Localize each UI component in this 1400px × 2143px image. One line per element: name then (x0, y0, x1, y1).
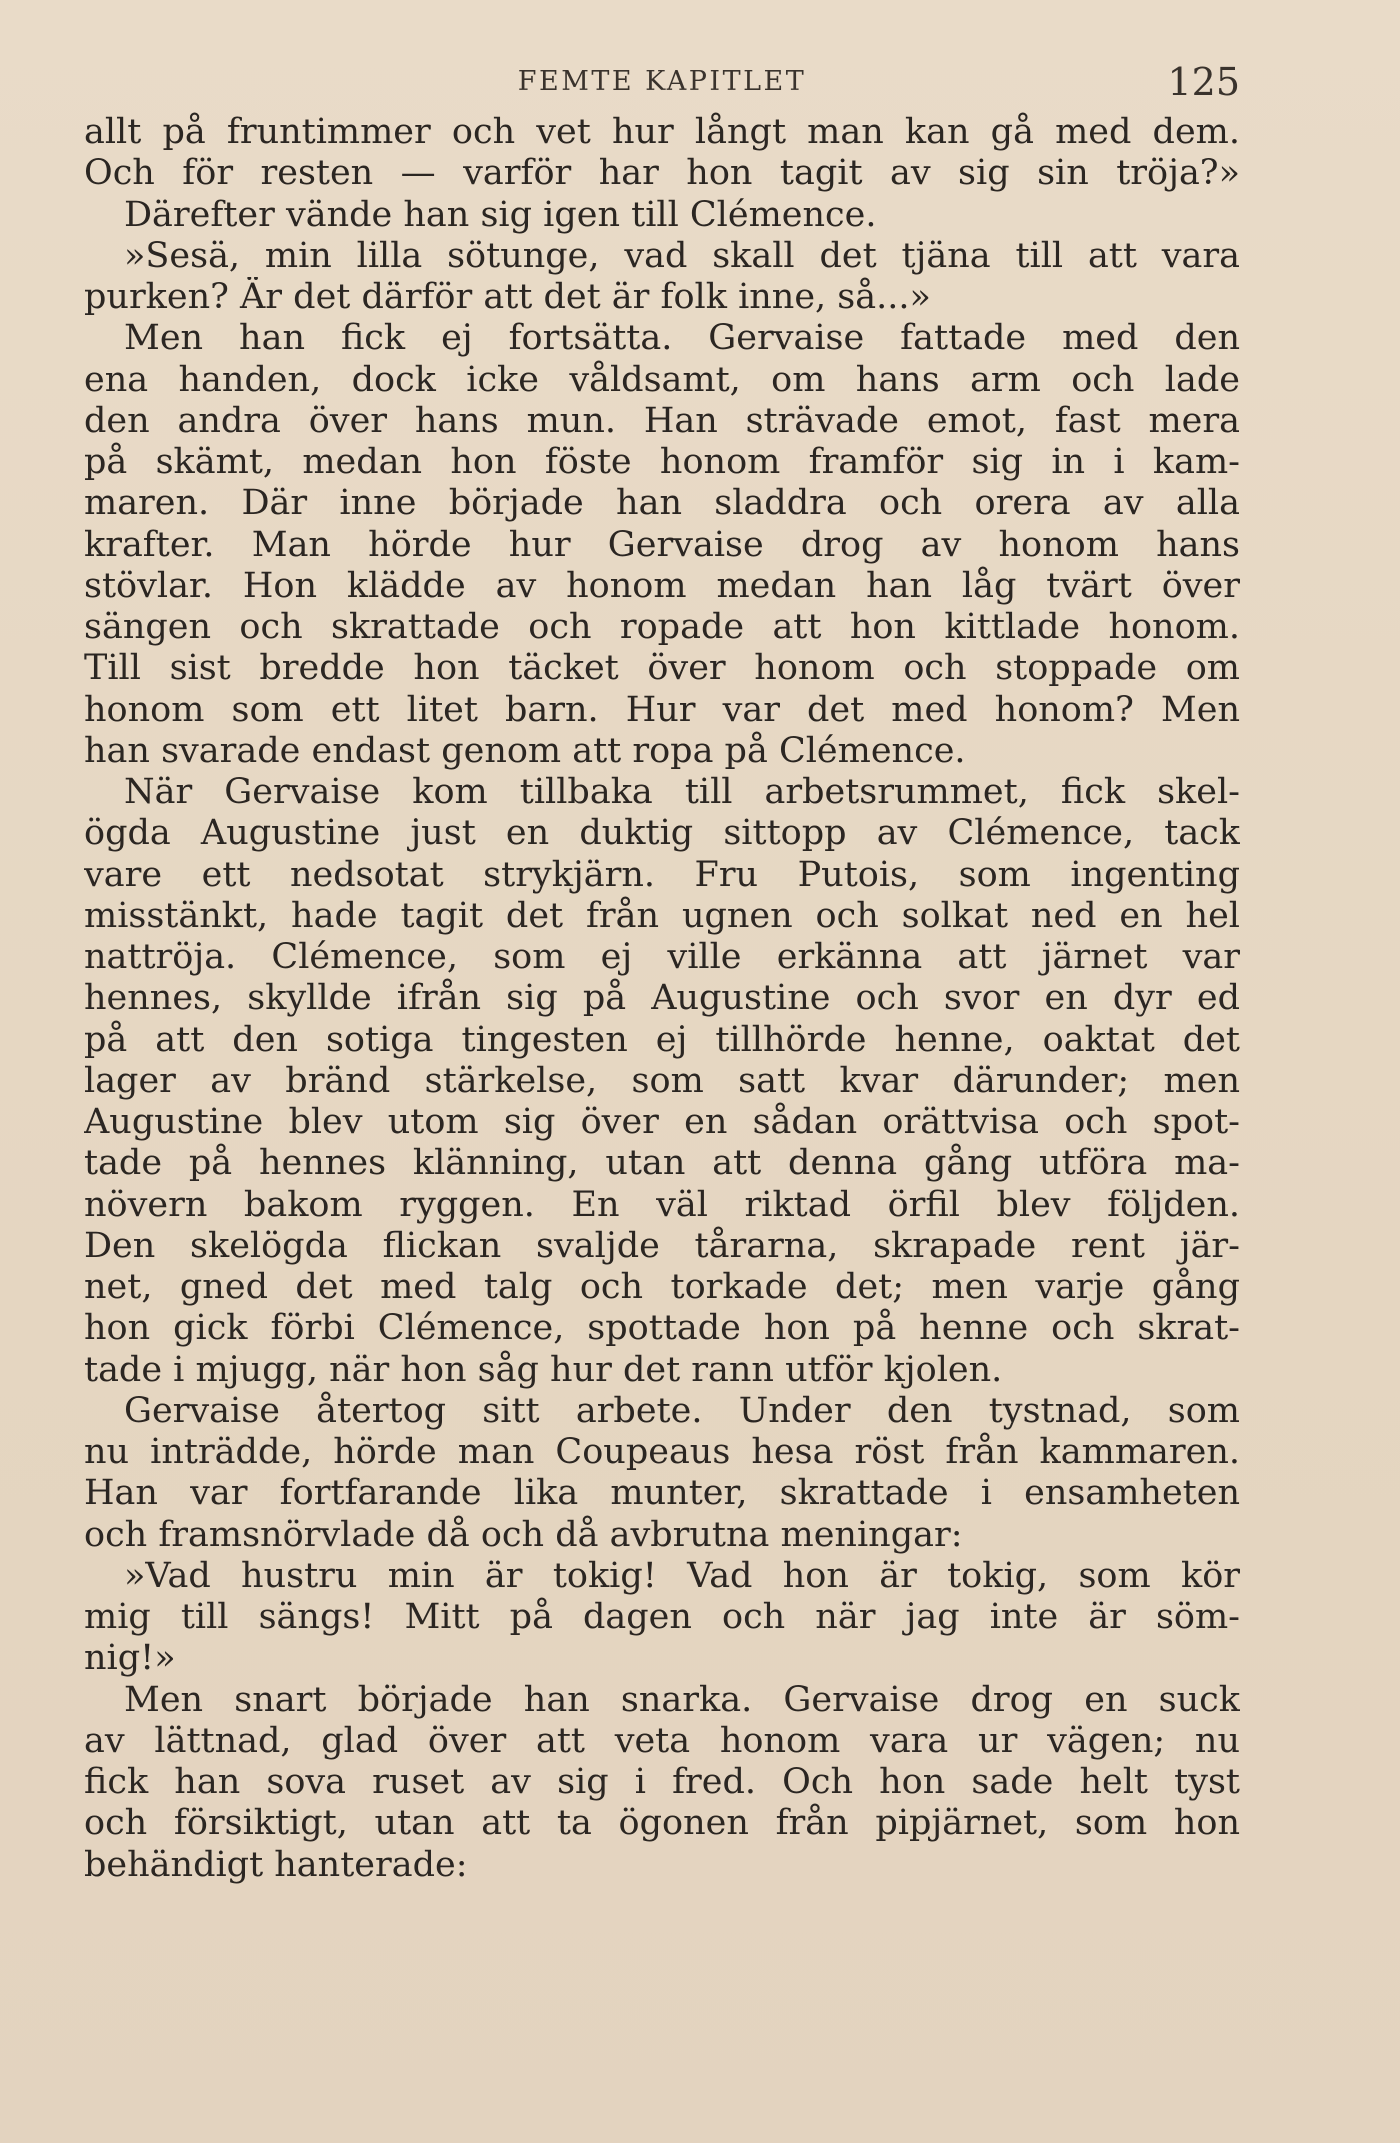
text-line: Därefter vände han sig igen till Clémence. (124, 194, 877, 235)
text-line: misstänkt, hade tagit det från ugnen och solkat ned en hel (84, 895, 1240, 936)
text-line: nig!» (84, 1638, 176, 1679)
text-line: den andra över hans mun. Han strävade emot, fast mera (84, 400, 1240, 441)
text-line: ena handen, dock icke våldsamt, om hans arm och lade (84, 359, 1240, 400)
text-line: nu inträdde, hörde man Coupeaus hesa röst från kammaren. (84, 1432, 1240, 1472)
text-line: vare ett nedsotat strykjärn. Fru Putois, som ingenting (84, 854, 1240, 895)
text-line: Den skelögda flickan svaljde tårarna, skrapade rent jär- (84, 1225, 1240, 1266)
text-line: allt på fruntimmer och vet hur långt man kan gå med dem. (84, 112, 1240, 152)
text-line: purken? Är det därför att det är folk inne, så...» (84, 277, 931, 317)
text-line: av lättnad, glad över att veta honom vara ur vägen; nu (84, 1720, 1240, 1761)
running-head: FEMTE KAPITLET (517, 66, 807, 97)
text-line: nattröja. Clémence, som ej ville erkänna att järnet var (84, 937, 1240, 977)
text-line: tade på hennes klänning, utan att denna gång utföra ma- (84, 1143, 1240, 1184)
text-line: Augustine blev utom sig över en sådan orättvisa och spot- (84, 1102, 1240, 1142)
text-line: Men snart började han snarka. Gervaise drog en suck (124, 1679, 1240, 1720)
text-line: honom som ett litet barn. Hur var det med honom? Men (84, 689, 1240, 730)
text-line: sängen och skrattade och ropade att hon kittlade honom. (84, 607, 1240, 647)
text-line: behändigt hanterade: (84, 1844, 468, 1885)
text-line: ögda Augustine just en duktig sittopp av Clémence, tack (84, 813, 1240, 854)
page-number: 125 (1167, 60, 1240, 104)
text-line: maren. Där inne började han sladdra och orera av alla (84, 483, 1240, 524)
text-line: När Gervaise kom tillbaka till arbetsrummet, fick skel- (124, 772, 1240, 812)
text-line: Och för resten — varför har hon tagit av sig sin tröja?» (84, 153, 1240, 194)
text-line: »Sesä, min lilla sötunge, vad skall det tjäna till att vara (124, 235, 1240, 276)
text-line: han svarade endast genom att ropa på Clémence. (84, 730, 966, 771)
text-line: növern bakom ryggen. En väl riktad örfil blev följden. (84, 1184, 1240, 1225)
page-header (84, 58, 1240, 108)
text-line: och framsnörvlade då och då avbrutna meningar: (84, 1514, 963, 1555)
text-line: tade i mjugg, när hon såg hur det rann utför kjolen. (84, 1349, 1003, 1390)
text-line: Han var fortfarande lika munter, skrattade i ensamheten (84, 1473, 1240, 1514)
text-line: hennes, skyllde ifrån sig på Augustine och svor en dyr ed (84, 978, 1240, 1019)
text-line: net, gned det med talg och torkade det; men varje gång (84, 1267, 1240, 1307)
text-line: Gervaise återtog sitt arbete. Under den tystnad, som (124, 1390, 1240, 1431)
text-line: krafter. Man hörde hur Gervaise drog av honom hans (84, 524, 1240, 565)
text-line: hon gick förbi Clémence, spottade hon på henne och skrat- (84, 1308, 1240, 1349)
text-line: på att den sotiga tingesten ej tillhörde henne, oaktat det (84, 1019, 1240, 1060)
text-line: »Vad hustru min är tokig! Vad hon är tokig, som kör (124, 1555, 1240, 1596)
body-text (84, 112, 1240, 1886)
text-line: Men han fick ej fortsätta. Gervaise fattade med den (124, 318, 1240, 359)
text-line: och försiktigt, utan att ta ögonen från pipjärnet, som hon (84, 1803, 1240, 1844)
text-line: stövlar. Hon klädde av honom medan han låg tvärt över (84, 565, 1240, 606)
text-line: Till sist bredde hon täcket över honom och stoppade om (84, 648, 1240, 689)
text-line: fick han sova ruset av sig i fred. Och hon sade helt tyst (84, 1762, 1240, 1802)
text-line: på skämt, medan hon föste honom framför sig in i kam- (84, 442, 1240, 482)
text-line: lager av bränd stärkelse, som satt kvar därunder; men (84, 1060, 1240, 1101)
text-line: mig till sängs! Mitt på dagen och när jag inte är söm- (84, 1597, 1240, 1637)
